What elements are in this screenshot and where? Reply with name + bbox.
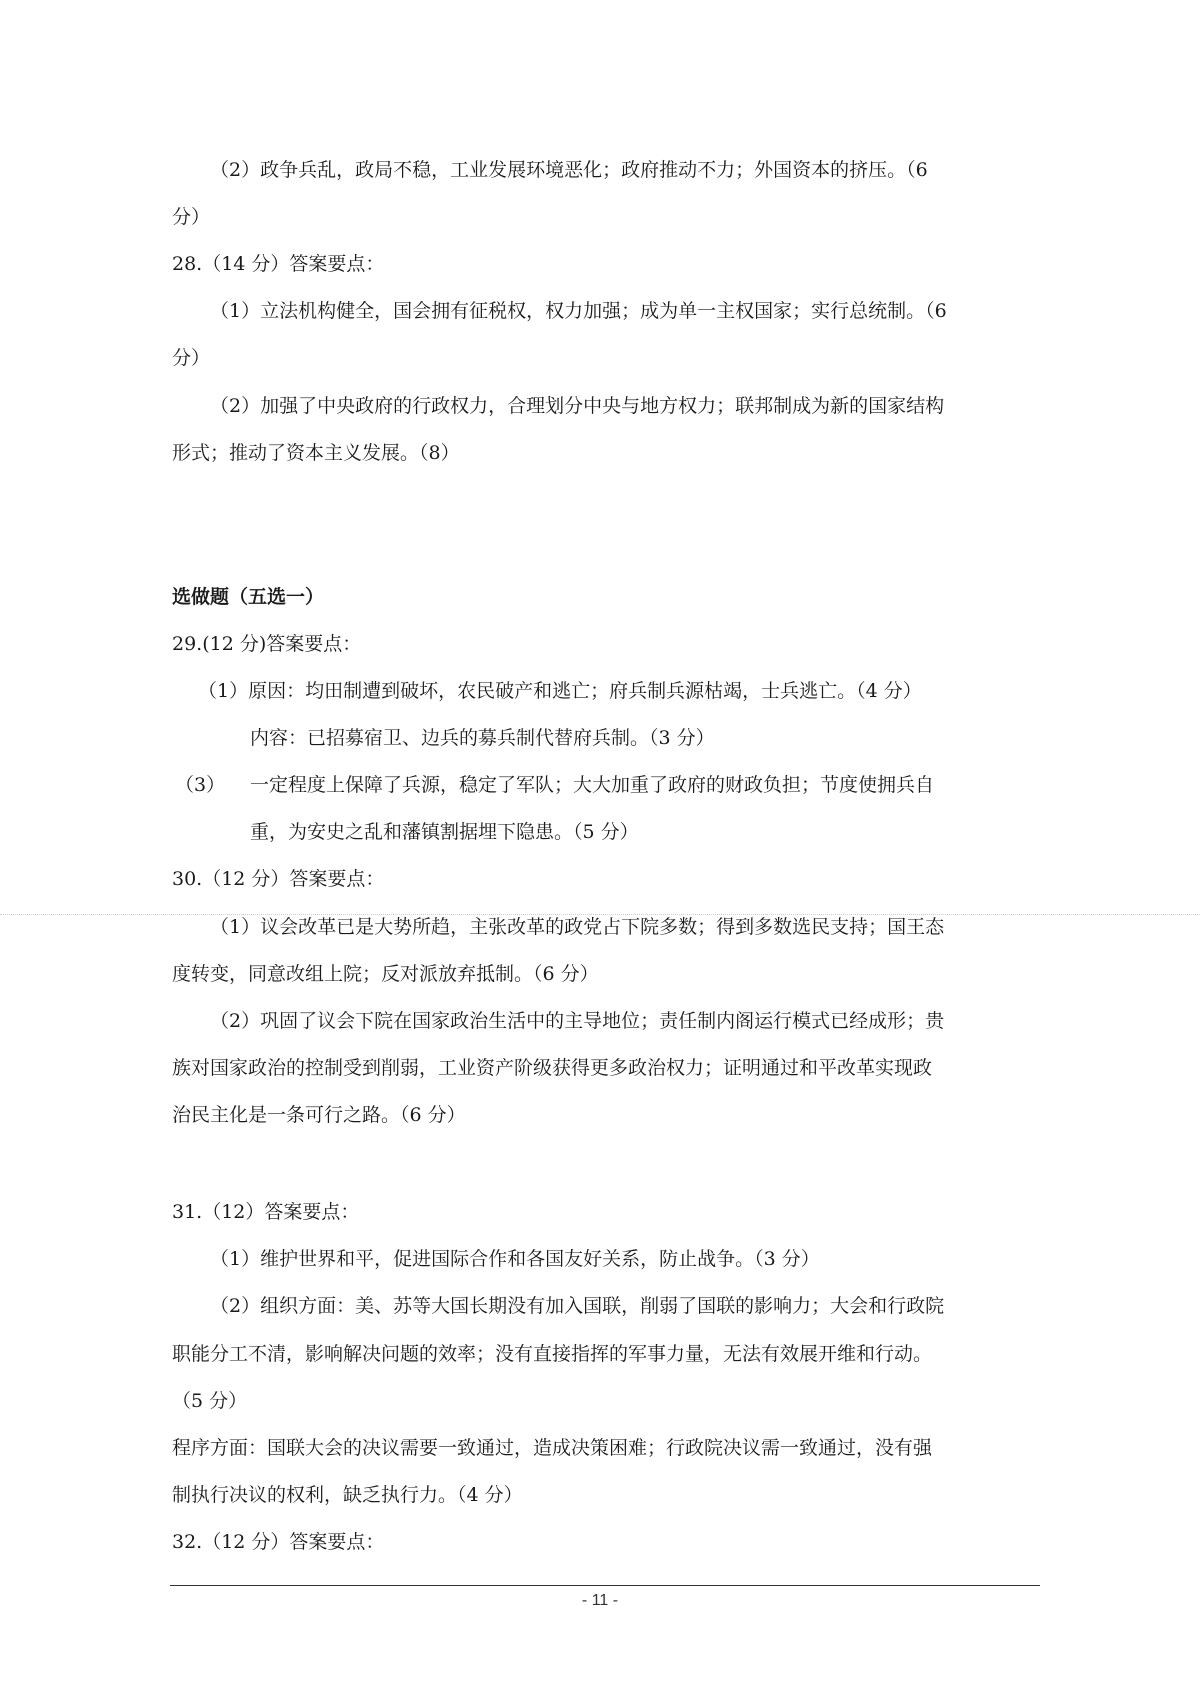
page-number: - 11 -: [581, 1592, 619, 1609]
answer-27-2-line-2: 分）: [172, 206, 211, 228]
question-31-heading: 31.（12）答案要点：: [172, 1201, 360, 1223]
question-30-heading: 30.（12 分）答案要点：: [172, 868, 385, 890]
question-28-heading: 28.（14 分）答案要点：: [172, 253, 385, 275]
answer-30-2-line-3: 治民主化是一条可行之路。（6 分）: [172, 1104, 466, 1126]
answer-30-1-line-1: （1）议会改革已是大势所趋，主张改革的政党占下院多数；得到多数选民支持；国王态: [210, 916, 945, 938]
answer-27-2-line-1: （2）政争兵乱，政局不稳，工业发展环境恶化；政府推动不力；外国资本的挤压。（6: [210, 159, 928, 181]
answer-30-1-line-2: 度转变，同意改组上院；反对派放弃抵制。（6 分）: [172, 963, 599, 985]
answer-29-3-line-2: 重，为安史之乱和藩镇割据埋下隐患。（5 分）: [250, 821, 639, 843]
answer-31-2-line-1: （2）组织方面：美、苏等大国长期没有加入国联，削弱了国联的影响力；大会和行政院: [210, 1295, 945, 1317]
question-32-heading: 32.（12 分）答案要点：: [172, 1531, 385, 1553]
answer-31-2-line-2: 职能分工不清，影响解决问题的效率；没有直接指挥的军事力量，无法有效展开维和行动。: [172, 1343, 933, 1365]
answer-28-2-line-2: 形式；推动了资本主义发展。（8）: [172, 442, 460, 464]
answer-29-3-number: （3）: [175, 774, 226, 796]
answer-31-1: （1）维护世界和平，促进国际合作和各国友好关系，防止战争。（3 分）: [210, 1248, 820, 1270]
answer-28-1-line-1: （1）立法机构健全，国会拥有征税权，权力加强；成为单一主权国家；实行总统制。（6: [210, 300, 947, 322]
answer-31-procedure-line-2: 制执行决议的权利，缺乏执行力。（4 分）: [172, 1484, 523, 1506]
answer-31-2-line-3: （5 分）: [172, 1390, 248, 1412]
footer-rule: [170, 1585, 1040, 1586]
answer-29-1-reason: （1）原因：均田制遭到破坏，农民破产和逃亡；府兵制兵源枯竭，士兵逃亡。（4 分）: [198, 680, 922, 702]
answer-28-2-line-1: （2）加强了中央政府的行政权力，合理划分中央与地方权力；联邦制成为新的国家结构: [210, 395, 945, 417]
answer-29-1-content: 内容：已招募宿卫、边兵的募兵制代替府兵制。（3 分）: [250, 727, 715, 749]
answer-29-3-line-1: 一定程度上保障了兵源，稳定了军队；大大加重了政府的财政负担；节度使拥兵自: [250, 774, 935, 796]
elective-section-title: 选做题（五选一）: [172, 586, 325, 608]
answer-28-1-line-2: 分）: [172, 347, 211, 369]
answer-30-2-line-2: 族对国家政治的控制受到削弱，工业资产阶级获得更多政治权力；证明通过和平改革实现政: [172, 1057, 933, 1079]
question-29-heading: 29.(12 分)答案要点：: [172, 633, 362, 655]
answer-31-procedure-line-1: 程序方面：国联大会的决议需要一致通过，造成决策困难；行政院决议需一致通过，没有强: [172, 1437, 933, 1459]
answer-30-2-line-1: （2）巩固了议会下院在国家政治生活中的主导地位；责任制内阁运行模式已经成形；贵: [210, 1010, 945, 1032]
